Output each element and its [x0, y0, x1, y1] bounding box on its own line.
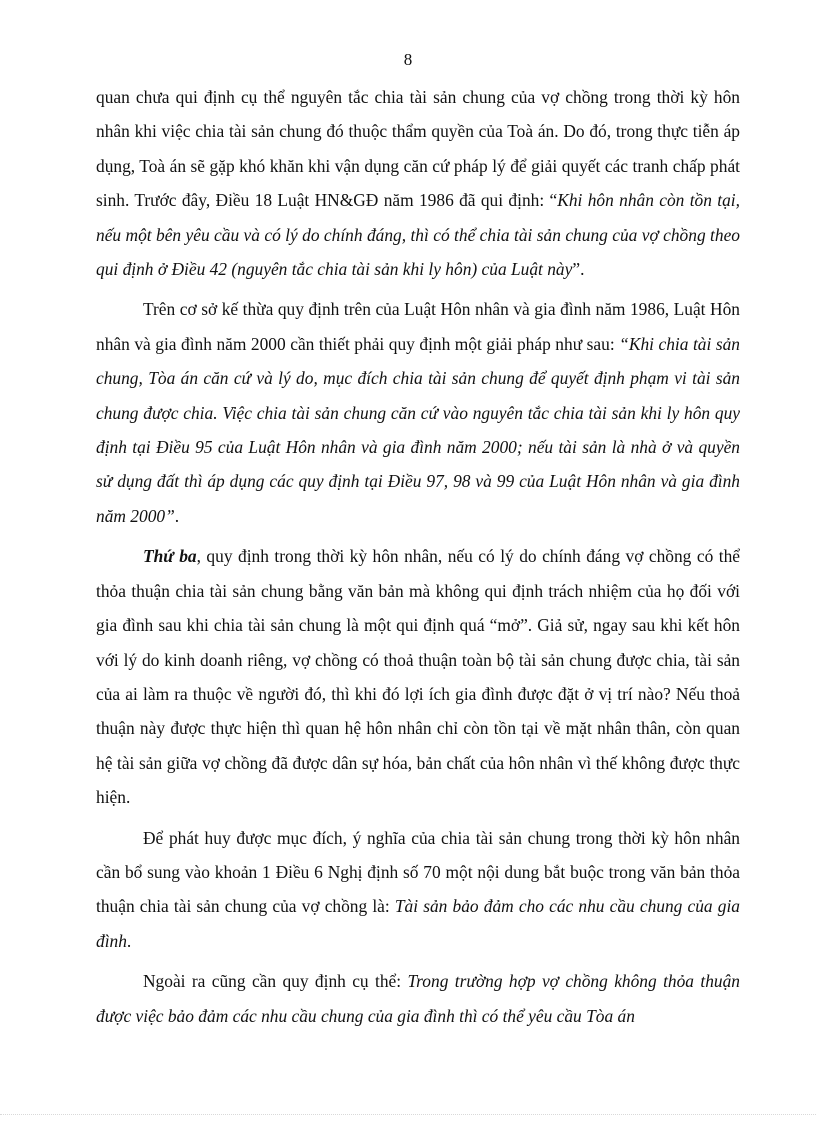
p5-text: Ngoài ra cũng cần quy định cụ thể:	[143, 971, 402, 992]
p2-text: Trên cơ sở kế thừa quy định trên của Luật Hôn nhân và gia đình năm 1986, Luật Hôn nhân và gia đình năm 2000 cần thiết phải quy định một giải pháp như sau:	[96, 299, 740, 354]
p2-quote: “Khi chia tài sản chung, Tòa án căn cứ và lý do, mục đích chia tài sản chung để quyết định phạm vi tài sản chung được chia. Việc chia tài sản chung căn cứ vào nguyên tắc chia tài sản khi ly hôn quy định tại Điều 95 của Luật Hôn nhân và gia đình năm 2000; nếu tài sản là nhà ở và quyền sử dụng đất thì áp dụng các quy định tại Điều 97, 98 và 99 của Luật Hôn nhân và gia đình năm 2000”	[96, 333, 740, 526]
paragraph-4	[96, 821, 740, 959]
paragraph-1	[96, 80, 740, 286]
p1-quote-open: “	[544, 190, 558, 211]
p4-italic: Tài sản bảo đảm cho các nhu cầu chung của gia đình	[96, 896, 740, 951]
p3-text: , quy định trong thời kỳ hôn nhân, nếu có lý do chính đáng vợ chồng có thể thỏa thuận chia tài sản chung bằng văn bản mà không qui định trách nhiệm của họ đối với gia đình sau khi chia tài sản chung là một qui định quá “mở”. Giả sử, ngay sau khi kết hôn với lý do kinh doanh riêng, vợ chồng có thoả thuận toàn bộ tài sản chung được chia, tài sản của ai làm ra thuộc về người đó, thì khi đó lợi ích gia đình được đặt ở vị trí nào? Nếu thoả thuận này được thực hiện thì quan hệ hôn nhân chỉ còn tồn tại về mặt nhân thân, còn quan hệ tài sản giữa vợ chồng đã được dân sự hóa, bản chất của hôn nhân vì thế không được thực hiện.	[96, 546, 740, 808]
p1-quote: Khi hôn nhân còn tồn tại, nếu một bên yêu cầu và có lý do chính đáng, thì có thể chia tài sản chung của vợ chồng theo qui định ở Điều 42 (nguyên tắc chia tài sản khi ly hôn) của Luật này	[96, 190, 740, 280]
p3-lead: Thứ ba	[143, 546, 197, 567]
p4-tail: .	[126, 930, 132, 951]
page-bottom-border	[0, 1114, 816, 1115]
p1-text: quan chưa qui định cụ thể nguyên tắc chia tài sản chung của vợ chồng trong thời kỳ hôn nhân khi việc chia tài sản chung đó thuộc thẩm quyền của Toà án. Do đó, trong thực tiễn áp dụng, Toà án sẽ gặp khó khăn khi vận dụng căn cứ pháp lý để giải quyết các tranh chấp phát sinh. Trước đây, Điều 18 Luật HN&GĐ năm 1986 đã qui định:	[96, 87, 740, 211]
p2-tail: .	[174, 505, 180, 526]
page-number: 8	[403, 50, 413, 69]
paragraph-5	[96, 964, 740, 1033]
p4-text: Để phát huy được mục đích, ý nghĩa của chia tài sản chung trong thời kỳ hôn nhân cần bổ sung vào khoản 1 Điều 6 Nghị định số 70 một nội dung bắt buộc trong văn bản thỏa thuận chia tài sản chung của vợ chồng là:	[96, 827, 740, 917]
paragraph-2	[96, 292, 740, 533]
p1-quote-close: ”.	[572, 259, 585, 280]
p5-italic: Trong trường hợp vợ chồng không thỏa thuận được việc bảo đảm các nhu cầu chung của gia đình thì có thể yêu cầu Tòa án	[96, 971, 740, 1026]
document-body	[96, 80, 740, 1039]
paragraph-3	[96, 539, 740, 814]
